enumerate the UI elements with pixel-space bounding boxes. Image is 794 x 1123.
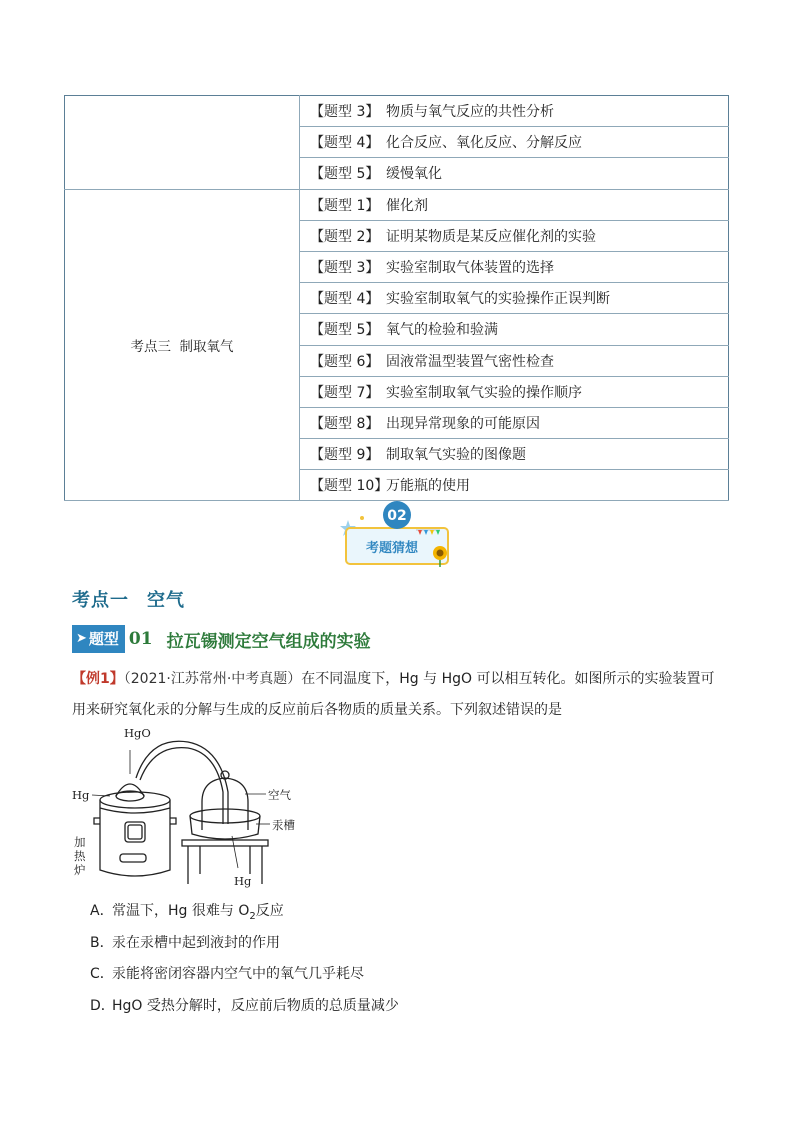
table-cell	[300, 189, 729, 220]
label-furnace-2: 热	[74, 849, 86, 863]
section-title	[72, 586, 185, 612]
type-title: 拉瓦锡测定空气组成的实验	[166, 631, 371, 652]
badge-number: 02	[387, 508, 407, 524]
table-cell	[300, 96, 729, 127]
type-tag-label: 【题型 1】	[310, 197, 380, 214]
option-subscript: 2	[249, 910, 256, 922]
example-text: 在不同温度下，Hg 与 HgO 可以相互转化。如图所示的实验装置可用来研究氧化汞的分解与生成的反应前后各物质的质量关系。下列叙述错误的是	[72, 671, 715, 718]
type-tag-label: 【题型 5】	[310, 322, 380, 339]
type-tag-label: 【题型 8】	[310, 415, 380, 432]
type-topic: 证明某物质是某反应催化剂的实验	[386, 228, 596, 245]
group-b-label-cell	[65, 189, 300, 501]
table-row	[65, 189, 729, 220]
option-letter: C．	[90, 966, 114, 982]
option-letter: A．	[90, 903, 114, 919]
option-c	[90, 959, 399, 991]
badge-label: 考题猜想	[365, 541, 419, 556]
answer-options	[90, 896, 399, 1022]
type-number: 01	[128, 629, 153, 649]
type-tag-label: 【题型 4】	[310, 291, 380, 308]
table-cell	[300, 470, 729, 501]
label-air: 空气	[268, 788, 291, 802]
option-text: HgO 受热分解时，反应前后物质的总质量减少	[112, 997, 399, 1014]
option-a	[90, 896, 399, 928]
type-tag-label: 【题型 4】	[310, 135, 380, 152]
example-source: （2021·江苏常州·中考真题）	[123, 671, 302, 687]
table-cell	[300, 439, 729, 470]
type-tag-label: 【题型 2】	[310, 228, 380, 245]
option-b	[90, 928, 399, 960]
type-topic: 实验室制取氧气的实验操作正误判断	[386, 291, 610, 308]
table-cell	[300, 283, 729, 314]
option-text-suffix: 反应	[255, 903, 284, 919]
type-topic: 固液常温型装置气密性检查	[386, 353, 554, 370]
option-text: 汞在汞槽中起到液封的作用	[112, 934, 280, 951]
type-tag-label: 【题型 7】	[310, 384, 380, 401]
label-furnace-1: 加	[74, 835, 86, 849]
table-cell	[300, 314, 729, 345]
type-topic: 缓慢氧化	[386, 166, 442, 183]
apparatus-diagram	[70, 722, 310, 892]
type-tag-label: 【题型 5】	[310, 166, 380, 183]
example-label: 【例1】	[72, 671, 124, 687]
type-topic: 物质与氧气反应的共性分析	[386, 104, 554, 121]
table-row	[65, 96, 729, 127]
label-hg-bottom: Hg	[234, 874, 252, 888]
type-topic: 制取氧气实验的图像题	[386, 447, 526, 464]
section-prefix: 考点一	[72, 590, 129, 611]
type-topic: 万能瓶的使用	[386, 478, 470, 495]
section-badge	[336, 500, 458, 570]
option-text: 常温下，Hg 很难与 O	[112, 903, 250, 919]
type-topic: 化合反应、氧化反应、分解反应	[386, 135, 582, 152]
label-furnace-3: 炉	[74, 863, 86, 877]
type-tag-text: 题型	[88, 630, 119, 648]
option-letter: B．	[90, 934, 114, 951]
type-topic: 出现异常现象的可能原因	[386, 415, 540, 432]
topic-table	[64, 95, 729, 501]
section-name: 空气	[147, 590, 185, 611]
table-cell	[300, 407, 729, 438]
type-tag-label: 【题型 3】	[310, 104, 380, 121]
option-d	[90, 991, 399, 1023]
option-letter: D．	[90, 997, 115, 1014]
group-a-label-cell	[65, 96, 300, 190]
label-trough: 汞槽	[272, 818, 295, 832]
dot-icon	[360, 516, 364, 520]
type-tag-box	[72, 625, 125, 653]
type-topic: 实验室制取气体装置的选择	[386, 260, 554, 277]
type-topic: 催化剂	[386, 197, 428, 214]
arrow-right-icon: ➤	[76, 631, 87, 646]
table-cell	[300, 127, 729, 158]
type-tag-label: 【题型 10】	[310, 478, 389, 495]
option-text: 汞能将密闭容器内空气中的氧气几乎耗尽	[112, 966, 364, 982]
type-tag-label: 【题型 3】	[310, 260, 380, 277]
table-cell	[300, 158, 729, 189]
badge-graphic	[336, 500, 458, 570]
table-cell	[300, 251, 729, 282]
table-cell	[300, 345, 729, 376]
table-cell	[300, 376, 729, 407]
type-tag-label: 【题型 6】	[310, 353, 380, 370]
label-hgo: HgO	[124, 726, 151, 740]
type-heading	[72, 624, 371, 654]
label-hg-left: Hg	[72, 788, 90, 802]
example-question	[72, 664, 724, 726]
type-topic: 氧气的检验和验满	[386, 322, 498, 339]
apparatus-figure	[70, 722, 310, 892]
table-cell	[300, 220, 729, 251]
type-topic: 实验室制取氧气实验的操作顺序	[386, 384, 582, 401]
group-b-label: 考点三 制取氧气	[130, 339, 234, 355]
type-tag-label: 【题型 9】	[310, 447, 380, 464]
